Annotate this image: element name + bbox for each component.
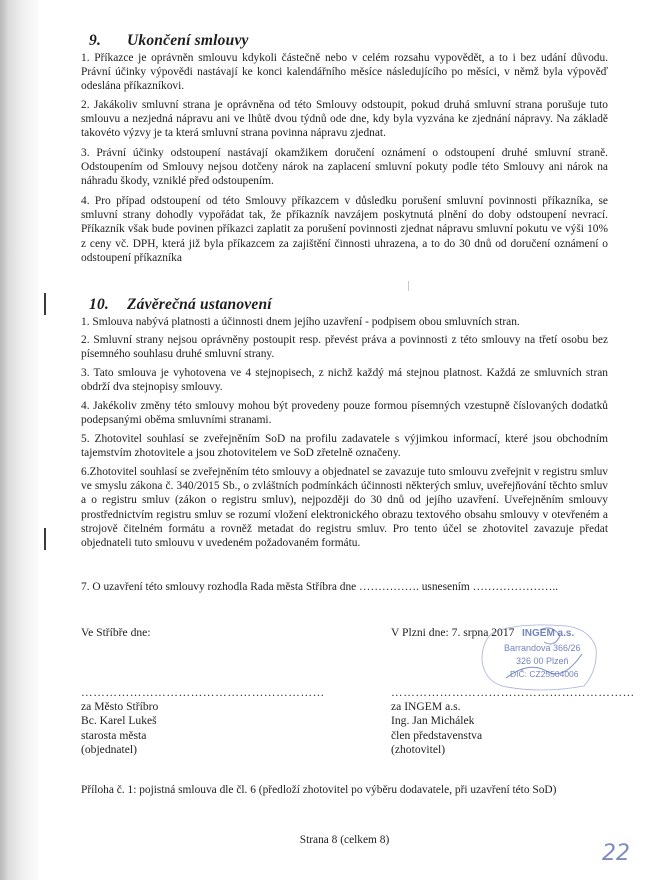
section-9-number: 9. bbox=[89, 32, 102, 49]
section-10-paragraph-5: 5. Zhotovitel souhlasí se zveřejněním SoD na profilu zadavatele s výjimkou informací, které jsou obchodním tajemstvím zhotovitele a jsou zhotovitelem ve SoD zřetelně označeny. bbox=[81, 433, 608, 460]
signature-right-party: (zhotovitel) bbox=[391, 742, 446, 756]
section-10-paragraph-2: 2. Smluvní strany nejsou oprávněny postoupit resp. převést práva a povinnosti z této smlouvy na třetí osobu bez písemného souhlasu druhé smluvní strany. bbox=[81, 334, 608, 361]
signature-left-org: za Město Stříbro bbox=[81, 700, 159, 714]
section-10-paragraph-7: 7. O uzavření této smlouvy rozhodla Rada města Stříbra dne ……………. usnesením ………………….. bbox=[81, 581, 559, 593]
stamp-line-3: 326 00 Plzeň bbox=[516, 656, 569, 666]
section-10-number: 10. bbox=[89, 296, 109, 313]
signature-left-role: starosta města bbox=[81, 728, 147, 742]
page-number: Strana 8 (celkem 8) bbox=[299, 834, 390, 846]
binding-mark-1 bbox=[44, 293, 46, 315]
binding-mark-2 bbox=[44, 528, 46, 550]
signature-left-name: Bc. Karel Lukeš bbox=[81, 714, 157, 728]
section-9-paragraph-1: 1. Příkazce je oprávněn smlouvu kdykoli částečně nebo v celém rozsahu vypovědět, a to i bez udání důvodu. Právní účinky výpovědi nastávají ke konci kalendářního měsíce následujícího po měsíci, v němž byla výpověď odeslána příkazníkovi. bbox=[81, 52, 608, 93]
scan-artifact bbox=[408, 281, 409, 291]
signature-right-org: za INGEM a.s. bbox=[391, 700, 461, 714]
section-9-paragraph-2: 2. Jakákoliv smluvní strana je oprávněna od této Smlouvy odstoupit, pokud druhá smluvní strana porušuje tuto smlouvu a nezjedná nápravu ani ve lhůtě dvou týdnů ode dne, kdy byla vyzvána ke zjednání nápravy. Na základě takovéto výzvy je ta která smluvní strana povinna nápravu zjednat. bbox=[81, 99, 608, 140]
section-10-paragraph-3: 3. Tato smlouva je vyhotovena ve 4 stejnopisech, z nichž každý má stejnou platnost. Každá ze smluvních stran obdrží dva stejnopisy smlouvy. bbox=[81, 367, 608, 394]
stamp-line-1: INGEM a.s. bbox=[522, 628, 575, 639]
section-9-heading bbox=[81, 32, 249, 50]
company-stamp bbox=[480, 620, 598, 692]
section-10-paragraph-4: 4. Jakékoliv změny této smlouvy mohou být provedeny pouze formou písemných vzestupně číslovaných dodatků podepsanými oběma smluvními stranami. bbox=[81, 400, 608, 427]
section-10-paragraph-6: 6.Zhotovitel souhlasí se zveřejněním této smlouvy a objednatel se zavazuje tuto smlouvu zveřejnit v registru smluv ve smyslu zákona č. 340/2015 Sb., o zvláštních podmínkách účinnosti některých smluv, uveřejňování těchto smluv a o registru smluv (zákon o registru smluv), nejpozději do 30 dnů od jejího uzavření. Uveřejněním smlouvy prostřednictvím registru smluv se rozumí vložení elektronického obrazu textového obsahu smlouvy v otevřeném a strojově čitelném formátu a rovněž metadat do registru smluv. Pro tento účel se zhotovitel zavazuje předat objednateli tuto smlouvu v uvedeném požadovaném formátu. bbox=[81, 466, 608, 550]
signature-right-line: …………………………………………………… bbox=[391, 686, 635, 699]
section-9-paragraph-3: 3. Právní účinky odstoupení nastávají okamžikem doručení oznámení o odstoupení druhé smluvní straně. Odstoupením od Smlouvy nejsou dotčeny nárok na zaplacení smluvní pokuty podle této Smlouvy ani nárok na náhradu škody, vzniklé před odstoupením. bbox=[81, 147, 608, 188]
section-10-paragraph-1: 1. Smlouva nabývá platnosti a účinnosti dnem jejího uzavření - podpisem obou smluvních stran. bbox=[81, 316, 520, 328]
signature-left-place-date: Ve Stříbře dne: bbox=[81, 626, 151, 639]
stamp-line-4: DIČ: CZ25504006 bbox=[510, 669, 579, 679]
section-9-title: Ukončení smlouvy bbox=[127, 32, 249, 49]
signature-right-role: člen představenstva bbox=[391, 728, 483, 742]
signature-right-place-date: V Plzni dne: 7. srpna 2017 bbox=[391, 626, 515, 639]
signature-left-party: (objednatel) bbox=[81, 742, 138, 756]
section-10-title: Závěrečná ustanovení bbox=[127, 296, 272, 313]
section-10-heading bbox=[81, 296, 272, 314]
appendix-note: Příloha č. 1: pojistná smlouva dle čl. 6 (předloží zhotovitel po výběru dodavatele, při uzavření této SoD) bbox=[81, 784, 557, 796]
signature-right-block bbox=[391, 686, 635, 757]
stamp-line-2: Barrandova 366/26 bbox=[504, 643, 581, 653]
section-9-paragraph-4: 4. Pro případ odstoupení od této Smlouvy příkazcem v důsledku porušení smluvní povinnosti příkazníka, se smluvní strany dohodly vypořádat tak, že příkazník navzájem poskytnutá plnění do doby odstoupení nevrací. Příkazník však bude povinen příkazci zaplatit za porušení povinnosti zjednat nápravu smluvní pokutu ve výši 10% z ceny vč. DPH, která již byla příkazcem za zajištění činnosti uhrazena, a to do 30 dnů od doručení oznámení o odstoupení příkazníka bbox=[81, 195, 608, 264]
handwritten-page-number-text: 22 bbox=[602, 841, 630, 866]
handwritten-page-number bbox=[601, 836, 633, 866]
scan-binding-shadow bbox=[0, 0, 40, 880]
signature-left-block bbox=[81, 686, 325, 757]
signature-left-line: …………………………………………………… bbox=[81, 686, 325, 699]
signature-right-name: Ing. Jan Michálek bbox=[391, 714, 475, 728]
